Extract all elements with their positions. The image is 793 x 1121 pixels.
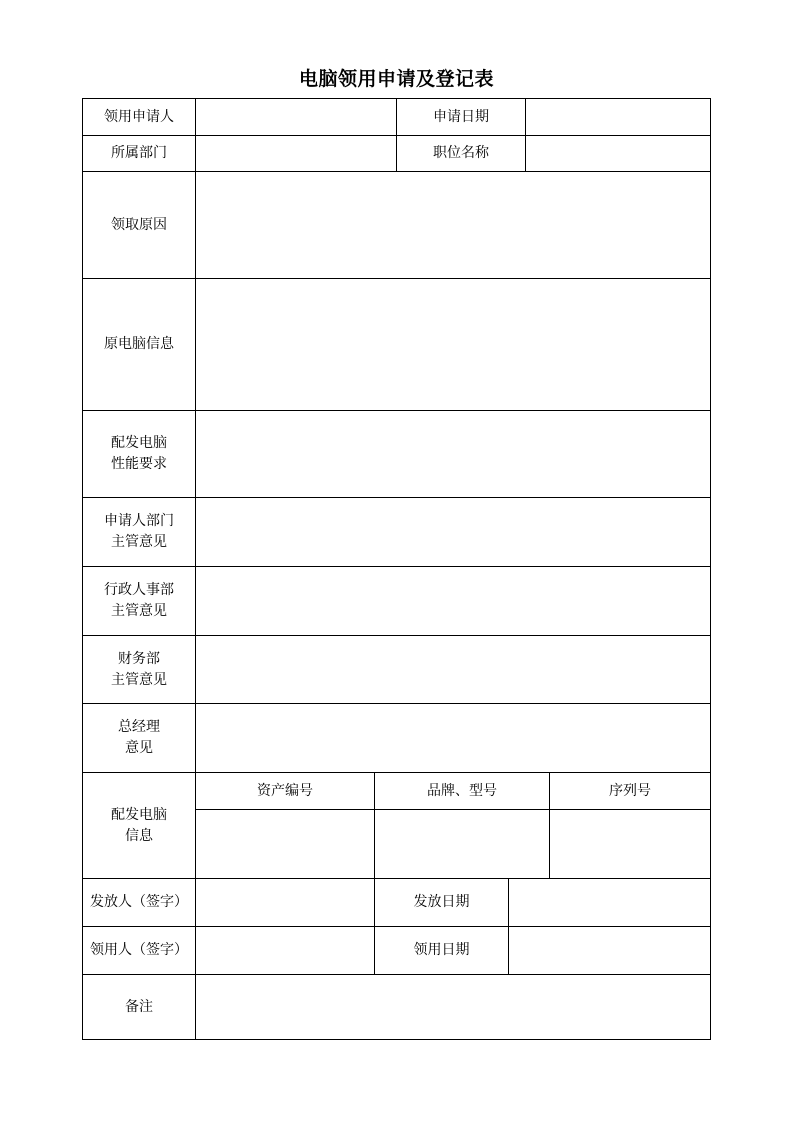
label-line: 配发电脑 xyxy=(111,435,167,451)
hr-opinion-field[interactable] xyxy=(196,567,710,635)
label-applicant: 领用申请人 xyxy=(104,108,174,125)
asset-no-field[interactable] xyxy=(196,810,374,878)
receive-date-field[interactable] xyxy=(509,927,710,974)
label-line: 性能要求 xyxy=(111,456,167,472)
form-title: 电脑领用申请及登记表 xyxy=(298,68,494,90)
department-field[interactable] xyxy=(196,136,396,171)
label-line: 主管意见 xyxy=(111,671,167,688)
gm-opinion-field[interactable] xyxy=(196,704,710,772)
original-pc-info-field[interactable] xyxy=(196,279,710,410)
finance-opinion-field[interactable] xyxy=(196,636,710,703)
header-serial-no: 序列号 xyxy=(609,782,651,799)
receiver-sign-field[interactable] xyxy=(196,927,374,974)
label-line: 行政人事部 xyxy=(104,582,174,598)
label-line: 申请人部门 xyxy=(104,513,174,529)
label-line: 信息 xyxy=(125,827,153,844)
label-line: 财务部 xyxy=(118,650,160,667)
header-brand-model: 品牌、型号 xyxy=(427,782,497,799)
header-asset-no: 资产编号 xyxy=(257,782,313,799)
label-issuer-sign: 发放人（签字） xyxy=(90,894,188,910)
serial-no-field[interactable] xyxy=(550,810,710,878)
label-apply-date: 申请日期 xyxy=(433,108,489,125)
applicant-field[interactable] xyxy=(196,99,396,135)
label-hr-opinion xyxy=(83,567,195,635)
issue-date-field[interactable] xyxy=(509,879,710,926)
label-line: 主管意见 xyxy=(111,603,167,619)
label-receive-date: 领用日期 xyxy=(413,942,470,958)
apply-date-field[interactable] xyxy=(526,99,710,135)
reason-field[interactable] xyxy=(196,172,710,278)
label-issue-date: 发放日期 xyxy=(413,894,470,910)
issuer-sign-field[interactable] xyxy=(196,879,374,926)
label-line: 意见 xyxy=(125,740,153,756)
performance-requirements-field[interactable] xyxy=(196,411,710,497)
label-dept-manager-opinion xyxy=(83,498,195,566)
label-remarks: 备注 xyxy=(125,998,153,1015)
label-department: 所属部门 xyxy=(111,145,167,161)
label-line: 总经理 xyxy=(118,719,160,735)
label-line: 配发电脑 xyxy=(111,806,167,823)
position-field[interactable] xyxy=(526,136,710,171)
label-line: 主管意见 xyxy=(111,534,167,550)
brand-model-field[interactable] xyxy=(375,810,549,878)
dept-manager-opinion-field[interactable] xyxy=(196,498,710,566)
label-issued-pc-info xyxy=(83,773,195,878)
remarks-field[interactable] xyxy=(196,975,710,1039)
label-original-pc-info: 原电脑信息 xyxy=(104,336,174,352)
label-reason: 领取原因 xyxy=(111,216,167,233)
label-finance-opinion xyxy=(83,636,195,703)
label-gm-opinion xyxy=(83,704,195,772)
label-position: 职位名称 xyxy=(433,145,489,161)
label-receiver-sign: 领用人（签字） xyxy=(90,942,188,958)
label-performance-requirements xyxy=(83,411,195,497)
